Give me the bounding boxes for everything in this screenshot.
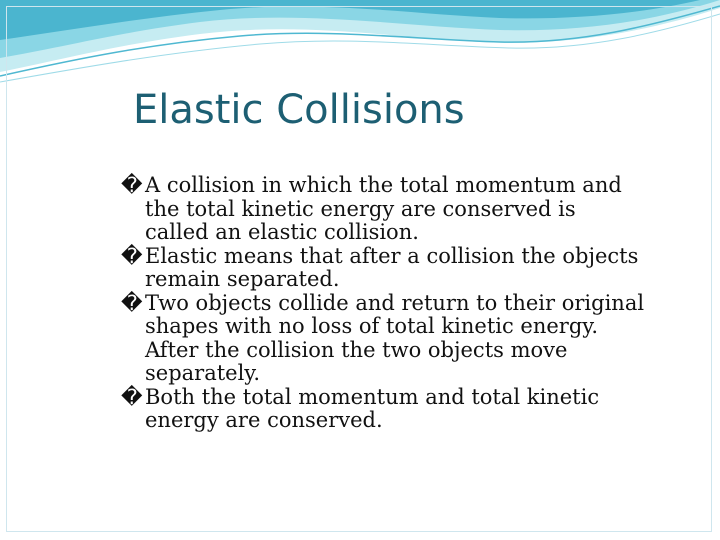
bullet-marker-icon: � (121, 384, 143, 409)
bullet-text: A collision in which the total momentum and the total kinetic energy are conserved is called an elastic collision. (145, 173, 622, 244)
slide-title: Elastic Collisions (133, 87, 465, 133)
bullet-item (121, 173, 645, 245)
bullet-text: Both the total momentum and total kinetic energy are conserved. (145, 384, 600, 432)
header-wave-decoration (0, 0, 720, 90)
bullet-marker-icon: � (121, 243, 143, 268)
bullet-item (121, 243, 645, 292)
bullet-marker-icon: � (121, 173, 143, 197)
bullet-text: Elastic means that after a collision the objects remain separated. (145, 243, 639, 291)
bullet-marker-icon: � (121, 290, 143, 315)
bullet-text: Two objects collide and return to their original shapes with no loss of total kinetic energy. After the collision the two objects move separately. (145, 290, 645, 385)
bullet-item (121, 290, 645, 386)
bullet-list (121, 173, 645, 433)
bullet-item (121, 384, 645, 433)
